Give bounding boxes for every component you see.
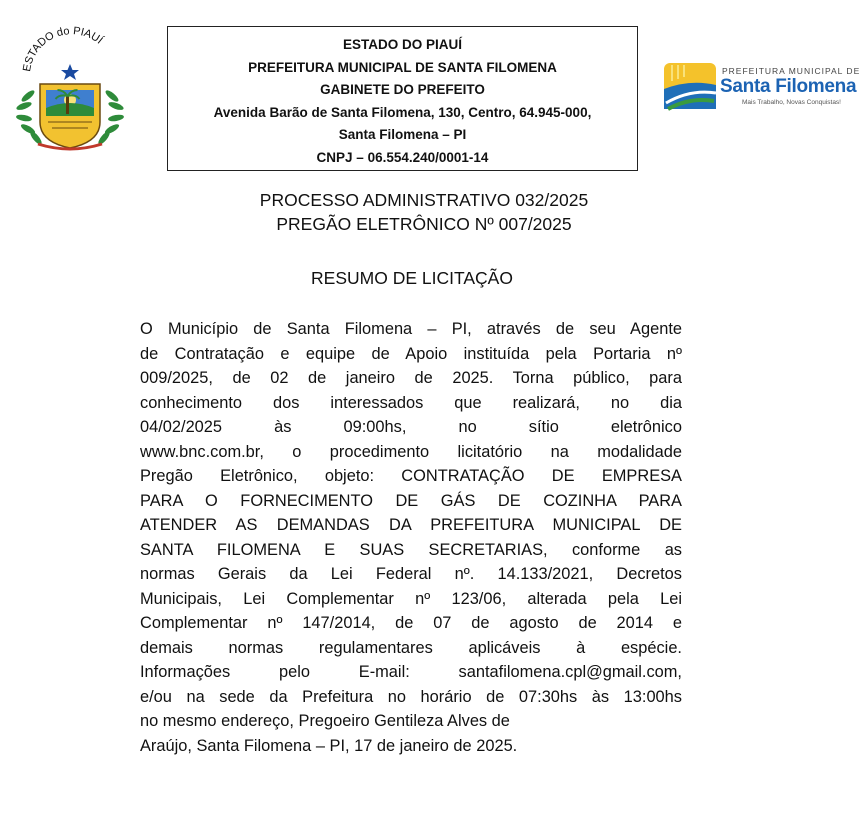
municipality-logo-icon <box>662 59 718 113</box>
body-line: Araújo, Santa Filomena – PI, 17 de janeiro de 2025. <box>140 736 518 755</box>
state-seal-icon <box>8 26 132 154</box>
body-line: 04/02/2025 às 09:00hs, no sítio eletrônico <box>140 418 682 436</box>
header-address: Avenida Barão de Santa Filomena, 130, Centro, 64.945-000, <box>213 104 592 120</box>
body-line: Informações pelo E-mail: santafilomena.cpl@gmail.com, <box>140 663 682 681</box>
municipality-logo <box>662 56 861 116</box>
header-cnpj: CNPJ – 06.554.240/0001-14 <box>316 149 489 165</box>
body-line: demais normas regulamentares aplicáveis à espécie. <box>140 638 682 657</box>
header-city: Santa Filomena – PI <box>338 127 467 142</box>
seal-arc-text: ESTADO do PIAUÍ <box>20 26 105 73</box>
body-line: Pregão Eletrônico, objeto: CONTRATAÇÃO DE EMPRESA <box>140 467 682 485</box>
process-heading <box>0 188 848 236</box>
header-state: ESTADO DO PIAUÍ <box>342 37 462 52</box>
header-box <box>167 26 638 171</box>
body-line: www.bnc.com.br, o procedimento licitatório na modalidade <box>140 442 682 461</box>
body-line: conhecimento dos interessados que realizará, no dia <box>140 393 682 412</box>
seal-text <box>21 26 106 73</box>
body-line: de Contratação e equipe de Apoio instituída pela Portaria nº <box>140 344 682 363</box>
body-line: PARA O FORNECIMENTO DE GÁS DE COZINHA PARA <box>140 491 682 510</box>
logo-top-text: PREFEITURA MUNICIPAL DE <box>722 66 861 76</box>
body-line: SANTA FILOMENA E SUAS SECRETARIAS, conforme as <box>140 540 682 559</box>
body-line: ATENDER AS DEMANDAS DA PREFEITURA MUNICIPAL DE <box>140 516 682 534</box>
auction-number: PREGÃO ELETRÔNICO Nº 007/2025 <box>276 214 572 234</box>
process-number: PROCESSO ADMINISTRATIVO 032/2025 <box>259 190 589 210</box>
body-line: O Município de Santa Filomena – PI, através de seu Agente <box>140 320 682 338</box>
body-line: Complementar nº 147/2014, de 07 de agosto de 2014 e <box>140 614 682 632</box>
body-line: normas Gerais da Lei Federal nº. 14.133/2021, Decretos <box>140 565 682 583</box>
header-municipality: PREFEITURA MUNICIPAL DE SANTA FILOMENA <box>248 59 557 75</box>
body-line: Municipais, Lei Complementar nº 123/06, alterada pela Lei <box>140 589 682 608</box>
body-line: no mesmo endereço, Pregoeiro Gentileza Alves de <box>140 712 510 730</box>
logo-slogan: Mais Trabalho, Novas Conquistas! <box>742 99 841 106</box>
header-office: GABINETE DO PREFEITO <box>320 82 485 97</box>
logo-name: Santa Filomena <box>720 76 857 97</box>
summary-title: RESUMO DE LICITAÇÃO <box>311 268 513 288</box>
body-line: 009/2025, de 02 de janeiro de 2025. Torna público, para <box>140 369 682 387</box>
body-paragraph <box>140 317 682 758</box>
body-line: e/ou na sede da Prefeitura no horário de 07:30hs às 13:00hs <box>140 687 682 706</box>
